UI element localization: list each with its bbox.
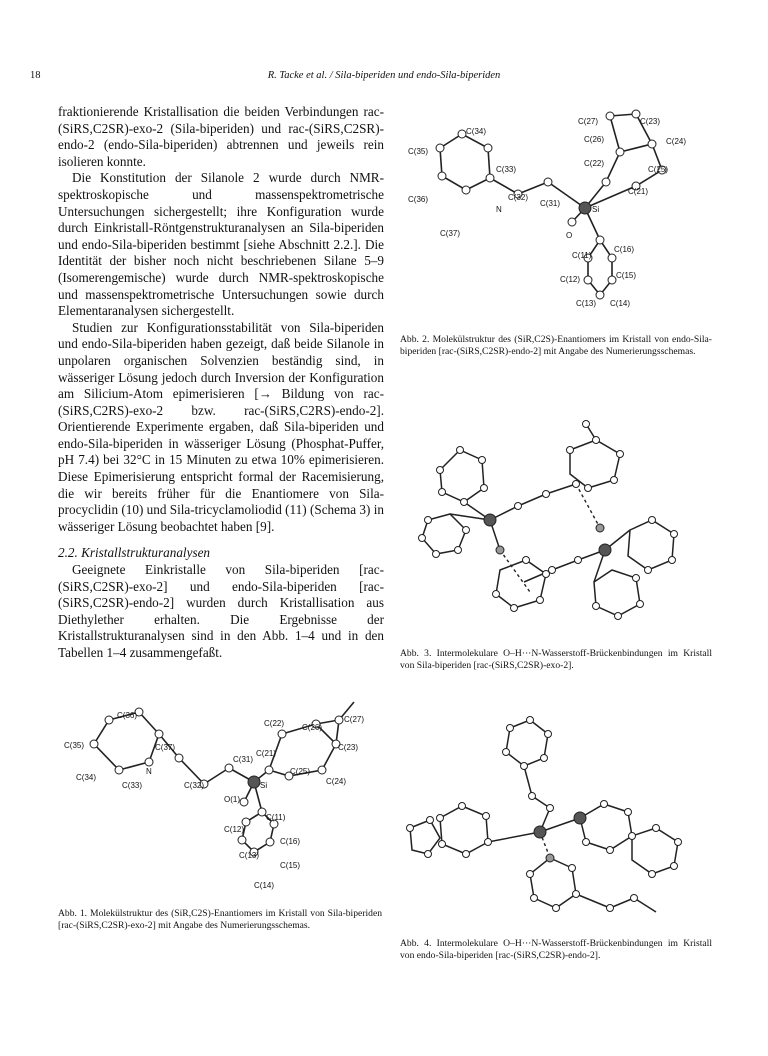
label-c36: C(36)	[408, 195, 429, 204]
label-c34: C(34)	[76, 773, 97, 782]
figure-4-packing-drawing	[400, 708, 712, 928]
label-c23: C(23)	[640, 117, 661, 126]
label-c33: C(33)	[122, 781, 143, 790]
figure-3-packing-drawing	[400, 410, 712, 630]
figure-2-caption: Abb. 2. Molekülstruktur des (SiR,C2S)-Enantiomers im Kristall von endo-Sila-biperiden [rac-(SiRS,C2SR)-endo-2] mit Angabe des Numerierungsschemas.	[400, 334, 712, 357]
figure-1	[54, 692, 386, 932]
label-c21: C(21)	[256, 749, 277, 758]
label-c22: C(22)	[584, 159, 605, 168]
figure-1-molecule-drawing	[54, 692, 386, 902]
paragraph-4: Geeignete Einkristalle von Sila-biperiden [rac-(SiRS,C2SR)-exo-2] und endo-Sila-biperiden [rac-(SiRS,C2SR)-endo-2] wurden durch Kristallisation aus Diethylether erhalten. Die Ergebnisse der Kristallstrukturanalysen sind in den Abb. 1–4 und in den Tabellen 1–4 zusammengefaßt.	[58, 562, 384, 660]
label-si: Si	[260, 781, 268, 790]
paragraph-2: Die Konstitution der Silanole 2 wurde durch NMR-spektroskopische und massenspektrometrische Untersuchungen sichergestellt; ihre Konfiguration wurde durch Einkristall-Röntgenstrukturanalysen an Sila-biperiden und endo-Sila-biperiden bestimmt [siehe Abschnitt 2.2.]. Die Identität der bisher noch nicht beschriebenen Silane 5–9 (Isomerengemische) wurde durch NMR-spektroskopische und massenspektrometrische Untersuchungen sowie durch Elementaranalysen sichergestellt.	[58, 170, 384, 319]
label-c14: C(14)	[254, 881, 275, 890]
section-heading: 2.2. Kristallstrukturanalysen	[58, 545, 211, 561]
label-c23: C(23)	[338, 743, 359, 752]
label-o1: O(1)	[224, 795, 240, 804]
body-text-column	[58, 104, 384, 662]
figure-3	[400, 410, 712, 672]
label-c11: C(11)	[572, 251, 592, 260]
label-n: N	[496, 205, 502, 214]
label-c25: C(25)	[648, 165, 669, 174]
page-header	[30, 70, 738, 86]
figure-2	[400, 90, 712, 358]
label-c36: C(36)	[117, 711, 138, 720]
figure-2-molecule-drawing	[400, 90, 712, 320]
label-c32: C(32)	[184, 781, 205, 790]
label-c21: C(21)	[628, 187, 649, 196]
label-c34: C(34)	[466, 127, 487, 136]
label-c31: C(31)	[233, 755, 254, 764]
label-c35: C(35)	[408, 147, 429, 156]
label-c33: C(33)	[496, 165, 517, 174]
label-c16: C(16)	[614, 245, 635, 254]
label-si: Si	[592, 205, 600, 214]
label-n: N	[146, 767, 152, 776]
label-c37: C(37)	[440, 229, 461, 238]
label-c12: C(12)	[224, 825, 245, 834]
label-c26: C(26)	[302, 723, 323, 732]
label-c35: C(35)	[64, 741, 85, 750]
label-c13: C(13)	[239, 851, 260, 860]
label-c22: C(22)	[264, 719, 285, 728]
label-c27: C(27)	[578, 117, 599, 126]
figure-1-caption: Abb. 1. Molekülstruktur des (SiR,C2S)-Enantiomers im Kristall von Sila-biperiden [rac-(SiRS,C2SR)-exo-2] mit Angabe des Numerierungsschemas.	[58, 908, 382, 931]
label-c13: C(13)	[576, 299, 597, 308]
figure-4	[400, 708, 712, 962]
running-head: R. Tacke et al. / Sila-biperiden und endo-Sila-biperiden	[267, 70, 501, 81]
label-c37: C(37)	[155, 743, 176, 752]
paragraph-3: Studien zur Konfigurationsstabilität von Sila-biperiden und endo-Sila-biperiden haben gezeigt, daß beide Silanole in unpolaren organischen Solvenzien beständig sind, in wässeriger Lösung jedoch durch Inversion der Konfiguration am Silicium-Atom epimerisieren [→ Bildung von rac-(SiRS,C2RS)-exo-2 bzw. rac-(SiRS,C2RS)-endo-2]. Orientierende Experimente ergaben, daß Sila-biperiden und endo-Sila-biperiden in wässeriger Lösung (Phosphat-Puffer, pH 7.4) bei 32°C in 15 Minuten zu etwa 10% epimerisieren. Diese Epimerisierung entspricht formal der Racemisierung, die wir bereits früher für die Enantiomere von Sila-procyclidin (10) und Sila-tricyclamoliodid (11) (Schema 3) in wässeriger Lösung beobachtet haben [9].	[58, 319, 384, 534]
label-c26: C(26)	[584, 135, 605, 144]
figure-3-caption: Abb. 3. Intermolekulare O–H···N-Wasserstoff-Brückenbindungen im Kristall von Sila-biperiden [rac-(SiRS,C2SR)-exo-2].	[400, 648, 712, 671]
label-c14: C(14)	[610, 299, 631, 308]
figure-4-caption: Abb. 4. Intermolekulare O–H···N-Wasserstoff-Brückenbindungen im Kristall von endo-Sila-biperiden [rac-(SiRS,C2SR)-endo-2].	[400, 938, 712, 961]
paragraph-1: fraktionierende Kristallisation die beiden Verbindungen rac-(SiRS,C2SR)-exo-2 (Sila-biperiden) und rac-(SiRS,C2SR)-endo-2 (endo-Sila-biperiden) abtrennen und jeweils rein isolieren konnte.	[58, 104, 384, 169]
label-c15: C(15)	[616, 271, 637, 280]
label-c16: C(16)	[280, 837, 301, 846]
label-c11: C(11)	[266, 813, 286, 822]
label-c15: C(15)	[280, 861, 301, 870]
label-c27: C(27)	[344, 715, 365, 724]
label-o: O	[566, 231, 573, 240]
label-c32: C(32)	[508, 193, 529, 202]
label-c24: C(24)	[326, 777, 347, 786]
label-c31: C(31)	[540, 199, 561, 208]
page-number: 18	[30, 70, 41, 81]
label-c12: C(12)	[560, 275, 581, 284]
label-c25: C(25)	[290, 767, 311, 776]
label-c24: C(24)	[666, 137, 687, 146]
